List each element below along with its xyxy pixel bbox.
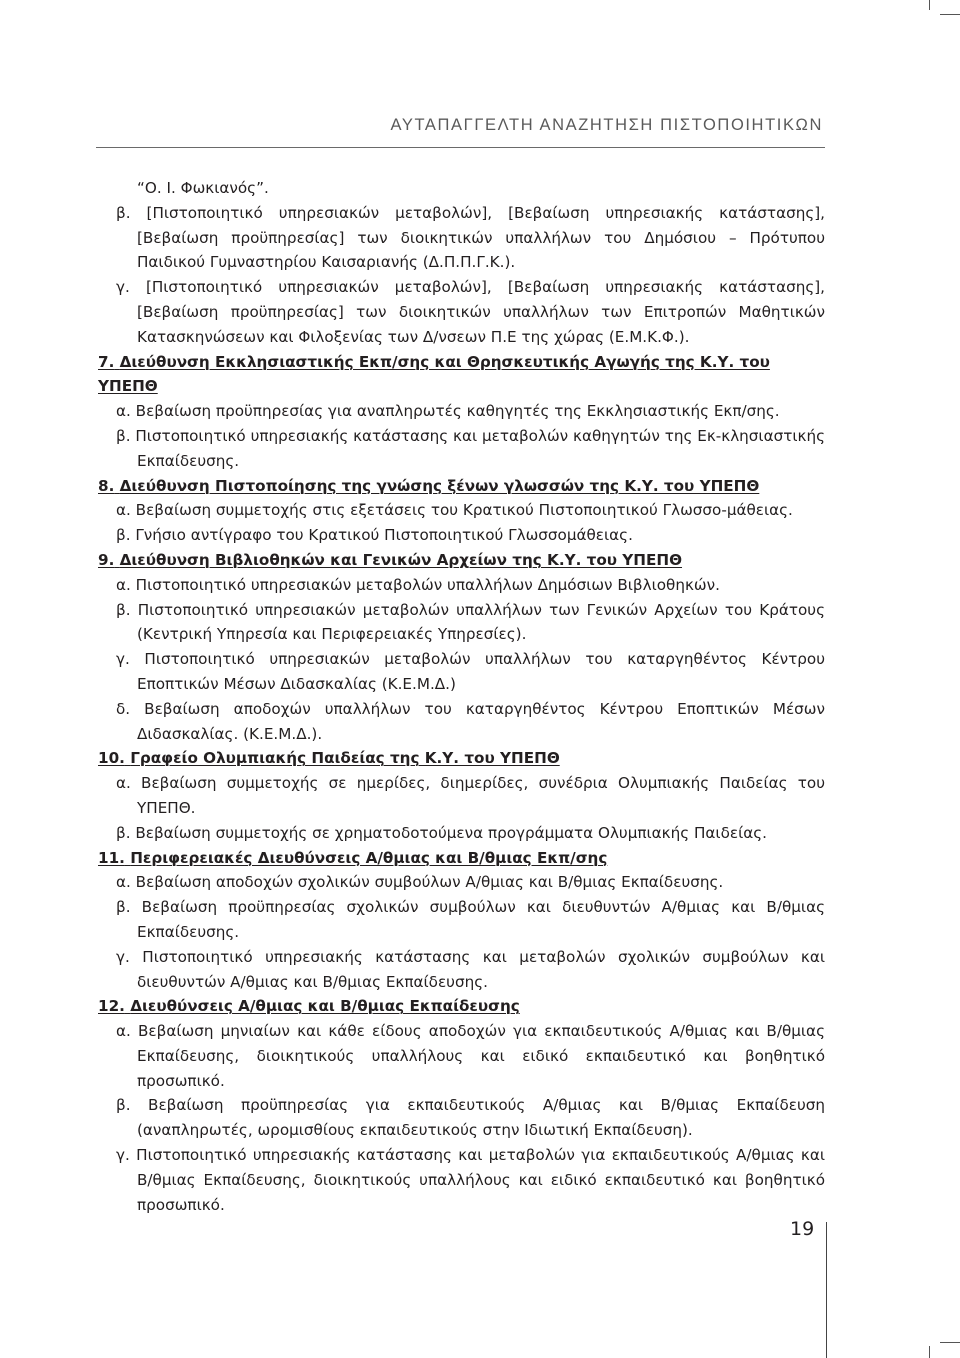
list-item: α. Βεβαίωση συμμετοχής στις εξετάσεις του Κρατικού Πιστοποιητικού Γλωσσο-μάθειας. (116, 501, 793, 520)
list-item: β. Βεβαίωση συμμετοχής σε χρηματοδοτούμενα προγράμματα Ολυμπιακής Παιδείας. (116, 823, 767, 842)
list-item: δ. Βεβαίωση αποδοχών υπαλλήλων του καταργηθέντος Κέντρου Εποπτικών Μέσων Διδασκαλίας. (Κ.Ε.Μ.Δ.). (116, 699, 825, 743)
list-item: α. Βεβαίωση αποδοχών σχολικών συμβούλων Α/θμιας και Β/θμιας Εκπαίδευσης. (116, 873, 724, 892)
section-heading (98, 350, 825, 400)
list-item: β. Πιστοποιητικό υπηρεσιακών μεταβολών υπαλλήλων των Γενικών Αρχείων του Κράτους (Κεντρική Υπηρεσία και Περιφερειακές Υπηρεσίες). (116, 600, 825, 644)
list-item: γ. Πιστοποιητικό υπηρεσιακής κατάστασης και μεταβολών για εκπαιδευτικούς Α/θμιας και Β/θμιας Εκπαίδευσης, διοικητικούς υπαλλήλους και ειδικό εκπαιδευτικό και βοηθητικό προσωπικό. (116, 1146, 825, 1214)
section-heading (98, 474, 825, 499)
list-item: β. Πιστοποιητικό υπηρεσιακής κατάστασης και μεταβολών καθηγητών της Εκ-κλησιαστικής Εκπαίδευσης. (116, 426, 825, 470)
section-title: Περιφερειακές Διευθύνσεις Α/θμιας και Β/θμιας Εκπ/σης (130, 848, 608, 867)
section-number: 8. (98, 476, 115, 495)
crop-mark (940, 1342, 960, 1343)
list-item: γ. Πιστοποιητικό υπηρεσιακών μεταβολών υπαλλήλων του καταργηθέντος Κέντρου Εποπτικών Μέσων Διδασκαλίας (Κ.Ε.Μ.Δ.) (116, 650, 825, 693)
list-item: γ. [Πιστοποιητικό υπηρεσιακών μεταβολών], [Βεβαίωση υπηρεσιακής κατάστασης], [Βεβαίωση προϋπηρεσίας] των διοικητικών υπαλλήλων των Επιτροπών Μαθητικών Κατασκηνώσεων και Φιλοξενίας των Δ/νσεων Π.Ε της χώρας (Ε.Μ.Κ.Φ.). (116, 278, 825, 346)
running-header: ΑΥΤΑΠΑΓΓΕΛΤΗ ΑΝΑΖΗΤΗΣΗ ΠΙΣΤΟΠΟΙΗΤΙΚΩΝ (390, 116, 823, 134)
section-heading (98, 746, 825, 771)
section-number: 7. (98, 352, 115, 371)
crop-mark (929, 0, 930, 10)
header-divider (96, 147, 825, 148)
list-item: β. [Πιστοποιητικό υπηρεσιακών μεταβολών], [Βεβαίωση υπηρεσιακής κατάστασης], [Βεβαίωση προϋπηρεσίας] των διοικητικών υπαλλήλων του Δημόσιου – Πρότυπου Παιδικού Γυμναστηρίου Καισαριανής (Δ.Π.Π.Γ.Κ.). (116, 203, 825, 272)
page-number-divider (826, 1222, 827, 1358)
list-item: α. Βεβαίωση συμμετοχής σε ημερίδες, διημερίδες, συνέδρια Ολυμπιακής Παιδείας του ΥΠΕΠΘ. (116, 774, 825, 817)
section-heading (98, 994, 825, 1019)
section-heading (98, 548, 825, 573)
list-item: “Ο. Ι. Φωκιανός”. (137, 179, 269, 197)
crop-mark (929, 1346, 930, 1358)
section-number: 9. (98, 550, 115, 569)
page-number: 19 (790, 1218, 815, 1240)
document-body (98, 176, 825, 1217)
section-number: 11. (98, 848, 125, 867)
section-title: Γραφείο Ολυμπιακής Παιδείας της Κ.Υ. του ΥΠΕΠΘ (130, 749, 560, 768)
list-item: γ. Πιστοποιητικό υπηρεσιακής κατάστασης και μεταβολών σχολικών συμβούλων και διευθυντών Α/θμιας και Β/θμιας Εκπαίδευσης. (116, 947, 825, 991)
list-item: β. Γνήσιο αντίγραφο του Κρατικού Πιστοποιητικού Γλωσσομάθειας. (116, 526, 633, 545)
crop-mark (940, 14, 960, 15)
list-item: α. Βεβαίωση μηνιαίων και κάθε είδους αποδοχών για εκπαιδευτικούς Α/θμιας και Β/θμιας Εκπαίδευσης, διοικητικούς υπαλλήλους και ειδικό εκπαιδευτικό και βοηθητικό προσωπικό. (116, 1022, 825, 1090)
section-title: Διεύθυνση Πιστοποίησης της γνώσης ξένων γλωσσών της Κ.Υ. του ΥΠΕΠΘ (119, 476, 760, 495)
section-number: 10. (98, 749, 125, 768)
section-heading (98, 846, 825, 871)
section-title: Διεύθυνση Βιβλιοθηκών και Γενικών Αρχείων της Κ.Υ. του ΥΠΕΠΘ (119, 550, 683, 569)
section-title: Διευθύνσεις Α/θμιας και Β/θμιας Εκπαίδευσης (130, 997, 520, 1016)
list-item: α. Πιστοποιητικό υπηρεσιακών μεταβολών υπαλλήλων Δημόσιων Βιβλιοθηκών. (116, 575, 720, 594)
list-item: α. Βεβαίωση προϋπηρεσίας για αναπληρωτές καθηγητές της Εκκλησιαστικής Εκπ/σης. (116, 402, 780, 421)
section-title: Διεύθυνση Εκκλησιαστικής Εκπ/σης και Θρησκευτικής Αγωγής της Κ.Υ. του ΥΠΕΠΘ (98, 352, 770, 396)
section-number: 12. (98, 997, 125, 1016)
list-item: β. Βεβαίωση προϋπηρεσίας σχολικών συμβούλων και διευθυντών Α/θμιας και Β/θμιας Εκπαίδευσης. (116, 898, 825, 941)
list-item: β. Βεβαίωση προϋπηρεσίας για εκπαιδευτικούς Α/θμιας και Β/θμιας Εκπαίδευση (αναπληρωτές, ωρομισθίους εκπαιδευτικούς στην Ιδιωτική Εκπαίδευση). (116, 1096, 825, 1140)
